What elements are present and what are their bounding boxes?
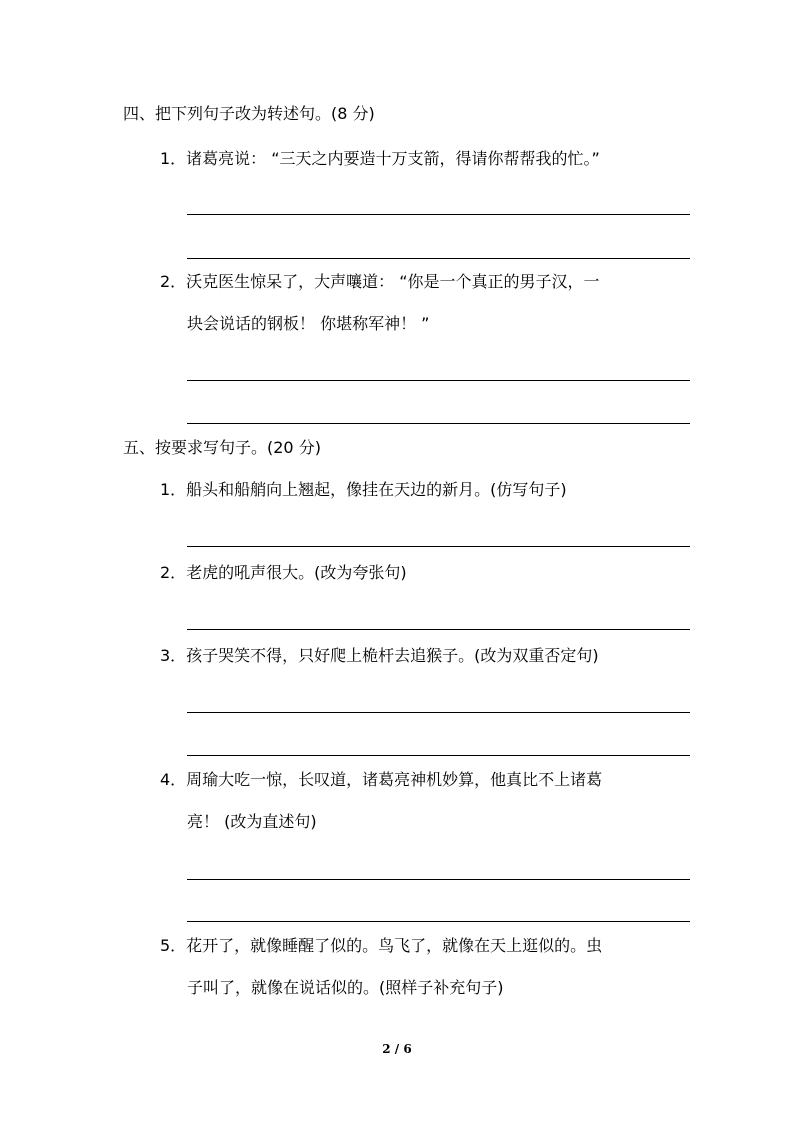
answer-line[interactable] xyxy=(187,380,690,381)
section-4-title: 四、把下列句子改为转述句。(8 分) xyxy=(123,104,375,123)
answer-line[interactable] xyxy=(187,712,690,713)
section-5-question-3: 3．孩子哭笑不得，只好爬上桅杆去追猴子。(改为双重否定句) xyxy=(160,646,599,665)
answer-line[interactable] xyxy=(187,546,690,547)
section-5-question-2: 2．老虎的吼声很大。(改为夸张句) xyxy=(160,563,407,582)
section-4-question-1: 1．诸葛亮说： “三天之内要造十万支箭，得请你帮帮我的忙。” xyxy=(160,149,600,168)
answer-line[interactable] xyxy=(187,629,690,630)
page-number: 2 / 6 xyxy=(382,1042,412,1056)
section-4-question-2-line-2: 块会说话的钢板！ 你堪称军神！ ” xyxy=(187,314,430,333)
section-5-question-4-line-1: 4．周瑜大吃一惊，长叹道，诸葛亮神机妙算，他真比不上诸葛 xyxy=(160,770,603,789)
answer-line[interactable] xyxy=(187,879,690,880)
section-5-question-1: 1．船头和船艄向上翘起，像挂在天边的新月。(仿写句子) xyxy=(160,480,567,499)
answer-line[interactable] xyxy=(187,755,690,756)
answer-line[interactable] xyxy=(187,423,690,424)
section-5-question-5-line-2: 子叫了，就像在说话似的。(照样子补充句子) xyxy=(187,978,504,997)
answer-line[interactable] xyxy=(187,258,690,259)
section-5-title: 五、按要求写句子。(20 分) xyxy=(123,438,321,457)
answer-line[interactable] xyxy=(187,921,690,922)
answer-line[interactable] xyxy=(187,214,690,215)
section-4-question-2-line-1: 2．沃克医生惊呆了，大声嚷道： “你是一个真正的男子汉，一 xyxy=(160,272,600,291)
section-5-question-5-line-1: 5．花开了，就像睡醒了似的。鸟飞了，就像在天上逛似的。虫 xyxy=(160,936,603,955)
section-5-question-4-line-2: 亮！ (改为直述句) xyxy=(187,812,317,831)
